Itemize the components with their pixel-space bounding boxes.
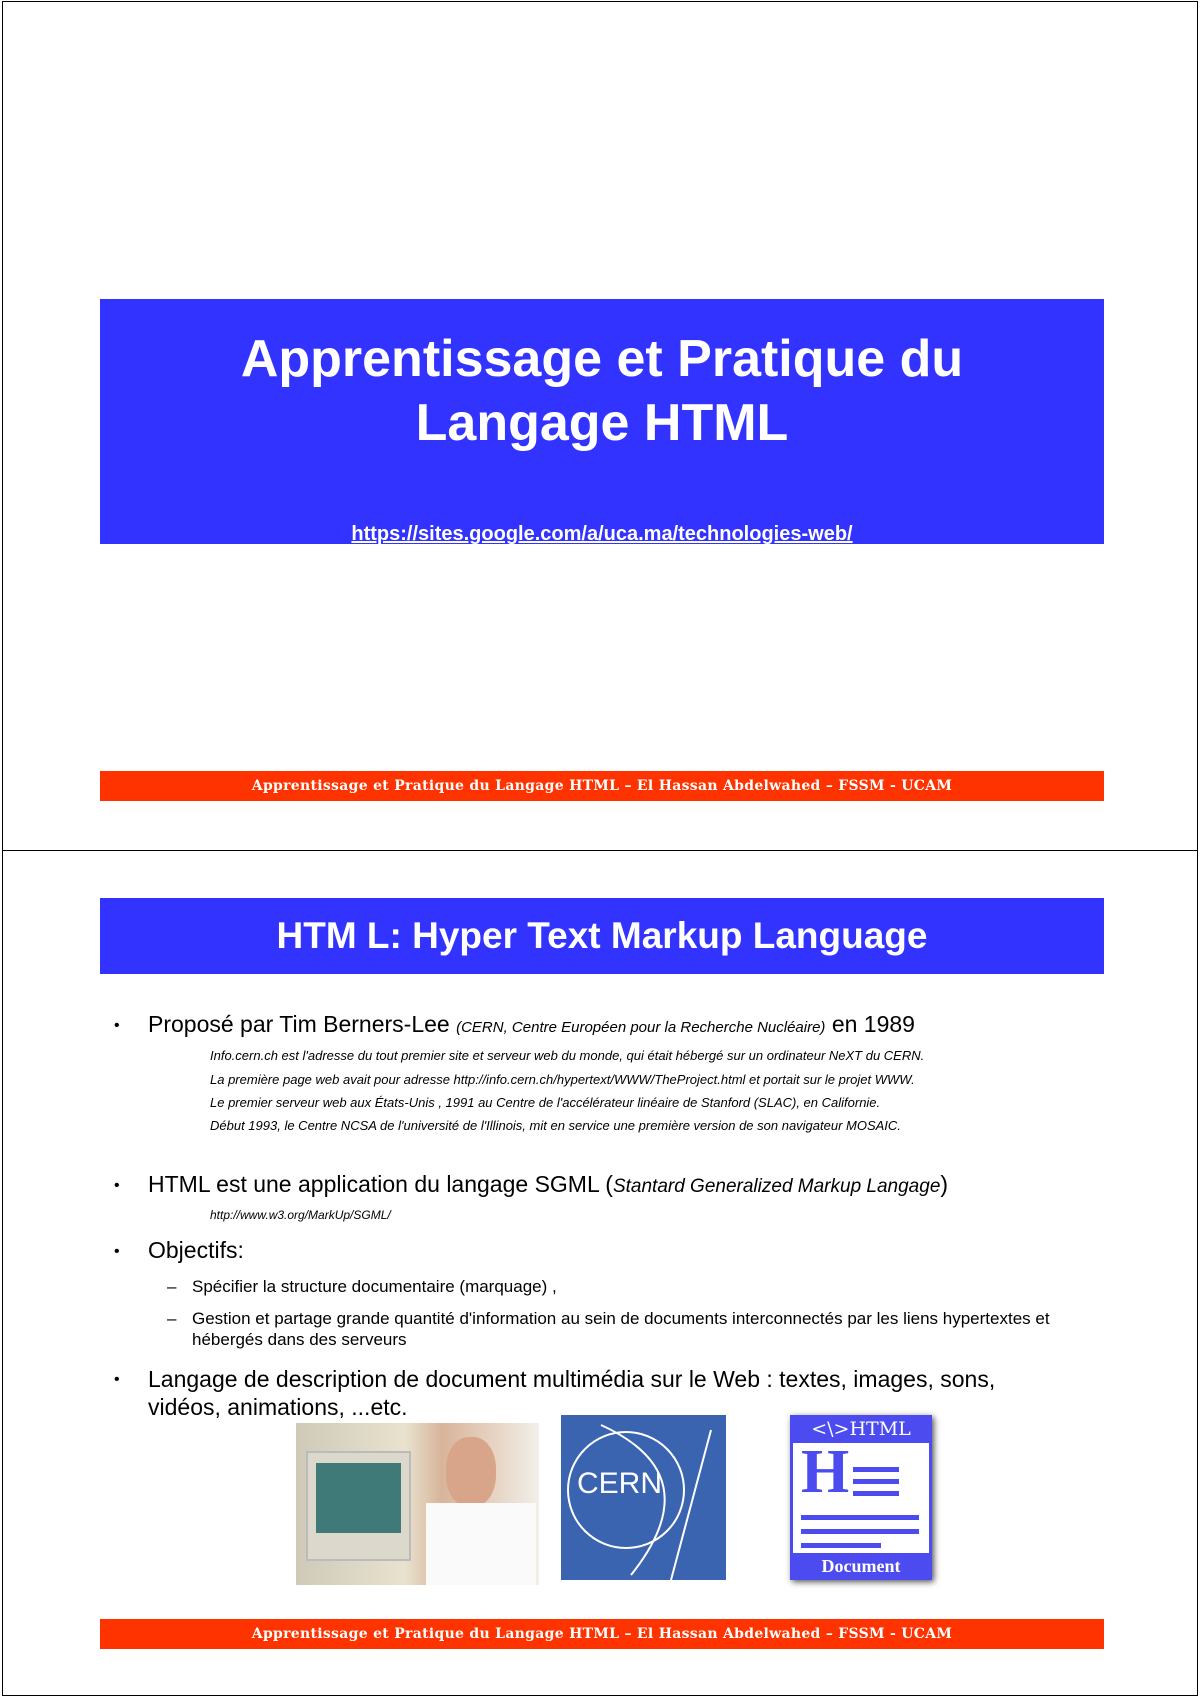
bullet: •	[114, 1371, 120, 1388]
title-box	[100, 299, 1104, 544]
sub-item: Gestion et partage grande quantité d'information au sein de documents interconnectés par les liens hypertextes et hébergés dans des serveurs	[192, 1309, 1050, 1349]
bullet: •	[114, 1177, 120, 1194]
dash: –	[167, 1309, 177, 1328]
bullet-text: Langage de description de document multimédia sur le Web : textes, images, sons, vidéos, animations, ...etc.	[148, 1366, 996, 1420]
sgml-url: http://www.w3.org/MarkUp/SGML/	[210, 1208, 391, 1222]
slide-footer: Apprentissage et Pratique du Langage HTML – El Hassan Abdelwahed – FSSM - UCAM	[100, 1619, 1104, 1649]
slide-2	[2, 850, 1198, 1696]
html-document-icon: <\>HTML H Document	[790, 1415, 932, 1580]
bullet: •	[114, 1243, 120, 1260]
dash: –	[167, 1277, 177, 1296]
bullet-text: Proposé par Tim Berners-Lee (CERN, Centre Européen pour la Recherche Nucléaire) en 1989	[148, 1011, 915, 1037]
bullet: •	[114, 1017, 120, 1034]
tim-berners-lee-photo	[296, 1423, 539, 1585]
note: Info.cern.ch est l'adresse du tout premier site et serveur web du monde, qui était hébergé sur un ordinateur NeXT du CERN.	[210, 1048, 925, 1063]
note: Le premier serveur web aux États-Unis , 1991 au Centre de l'accélérateur linéaire de Stanford (SLAC), en Californie.	[210, 1095, 881, 1110]
slide-title: Apprentissage et Pratique du Langage HTML	[240, 330, 964, 452]
slide-footer: Apprentissage et Pratique du Langage HTML – El Hassan Abdelwahed – FSSM - UCAM	[100, 771, 1104, 801]
course-url-link[interactable]: https://sites.google.com/a/uca.ma/technologies-web/	[351, 523, 853, 545]
cern-logo: CERN	[561, 1415, 726, 1580]
bullet-text: Objectifs:	[148, 1237, 244, 1263]
note: Début 1993, le Centre NCSA de l'université de l'Illinois, mit en service une première version de son navigateur MOSAIC.	[210, 1118, 901, 1133]
sub-item: Spécifier la structure documentaire (marquage) ,	[192, 1277, 557, 1296]
slide-header: HTM L: Hyper Text Markup Language	[100, 898, 1104, 974]
note: La première page web avait pour adresse http://info.cern.ch/hypertext/WWW/TheProject.html et portait sur le projet WWW.	[210, 1072, 915, 1087]
slide-1	[2, 1, 1198, 851]
bullet-text: HTML est une application du langage SGML (Stantard Generalized Markup Langage)	[148, 1171, 949, 1197]
